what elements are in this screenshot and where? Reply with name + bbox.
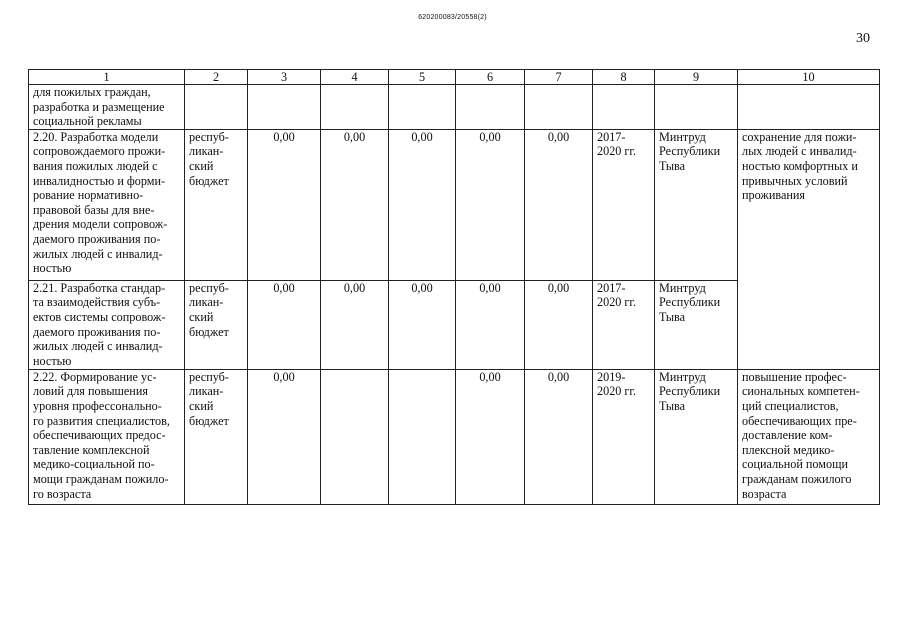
measure-name: 2.21. Разработка стандар- та взаимодействия субъ- ектов системы сопровож- даемого проживания по- жилых людей с инвалид- ностью bbox=[29, 280, 185, 369]
measure-name: 2.20. Разработка модели сопровождаемого прожи- вания пожилых людей с инвалидностью и форми- рование нормативно- правовой базы для вне- дрения модели сопровож- даемого проживания по- жилых людей с инвалид- ностью bbox=[29, 129, 185, 280]
col-header-9: 9 bbox=[655, 70, 738, 85]
amount-2018: 0,00 bbox=[389, 129, 456, 280]
amount-2017 bbox=[321, 85, 389, 130]
funding-source bbox=[185, 85, 248, 130]
amount-2018 bbox=[389, 85, 456, 130]
amount-2020: 0,00 bbox=[525, 129, 593, 280]
funding-source: респуб- ликан- ский бюджет bbox=[185, 369, 248, 504]
program-table bbox=[28, 69, 880, 505]
col-header-4: 4 bbox=[321, 70, 389, 85]
page-number: 30 bbox=[856, 31, 870, 46]
col-header-10: 10 bbox=[738, 70, 880, 85]
col-header-1: 1 bbox=[29, 70, 185, 85]
period: 2019- 2020 гг. bbox=[593, 369, 655, 504]
amount-2019 bbox=[456, 85, 525, 130]
table-row bbox=[29, 129, 880, 280]
amount-2019: 0,00 bbox=[456, 129, 525, 280]
col-header-2: 2 bbox=[185, 70, 248, 85]
col-header-5: 5 bbox=[389, 70, 456, 85]
amount-2020: 0,00 bbox=[525, 280, 593, 369]
period bbox=[593, 85, 655, 130]
expected-result: повышение профес- сиональных компетен- ций специалистов, обеспечивающих пре- доставление ком- плексной медико- социальной помощи гражданам пожилого возраста bbox=[738, 369, 880, 504]
amount-total: 0,00 bbox=[248, 280, 321, 369]
document-id: 620200083/20558(2) bbox=[418, 14, 487, 21]
period: 2017- 2020 гг. bbox=[593, 129, 655, 280]
period: 2017- 2020 гг. bbox=[593, 280, 655, 369]
amount-2018 bbox=[389, 369, 456, 504]
amount-2018: 0,00 bbox=[389, 280, 456, 369]
expected-result: сохранение для пожи- лых людей с инвалид- ностью комфортных и привычных условий проживания bbox=[738, 129, 880, 369]
table-row bbox=[29, 369, 880, 504]
executor: Минтруд Республики Тыва bbox=[655, 280, 738, 369]
col-header-3: 3 bbox=[248, 70, 321, 85]
executor bbox=[655, 85, 738, 130]
amount-total bbox=[248, 85, 321, 130]
amount-total: 0,00 bbox=[248, 369, 321, 504]
header-row bbox=[29, 70, 880, 85]
col-header-8: 8 bbox=[593, 70, 655, 85]
amount-2020: 0,00 bbox=[525, 369, 593, 504]
amount-2019: 0,00 bbox=[456, 369, 525, 504]
executor: Минтруд Республики Тыва bbox=[655, 129, 738, 280]
funding-source: респуб- ликан- ский бюджет bbox=[185, 129, 248, 280]
col-header-6: 6 bbox=[456, 70, 525, 85]
amount-total: 0,00 bbox=[248, 129, 321, 280]
continuation-row bbox=[29, 85, 880, 130]
amount-2017: 0,00 bbox=[321, 129, 389, 280]
col-header-7: 7 bbox=[525, 70, 593, 85]
expected-result bbox=[738, 85, 880, 130]
funding-source: респуб- ликан- ский бюджет bbox=[185, 280, 248, 369]
amount-2020 bbox=[525, 85, 593, 130]
executor: Минтруд Республики Тыва bbox=[655, 369, 738, 504]
amount-2017 bbox=[321, 369, 389, 504]
measure-name: для пожилых граждан, разработка и размещение социальной рекламы bbox=[29, 85, 185, 130]
amount-2019: 0,00 bbox=[456, 280, 525, 369]
amount-2017: 0,00 bbox=[321, 280, 389, 369]
measure-name: 2.22. Формирование ус- ловий для повышения уровня профессонально- го развития специалистов, обеспечивающих предос- тавление комплексной медико-социальной по- мощи гражданам пожило- го возраста bbox=[29, 369, 185, 504]
